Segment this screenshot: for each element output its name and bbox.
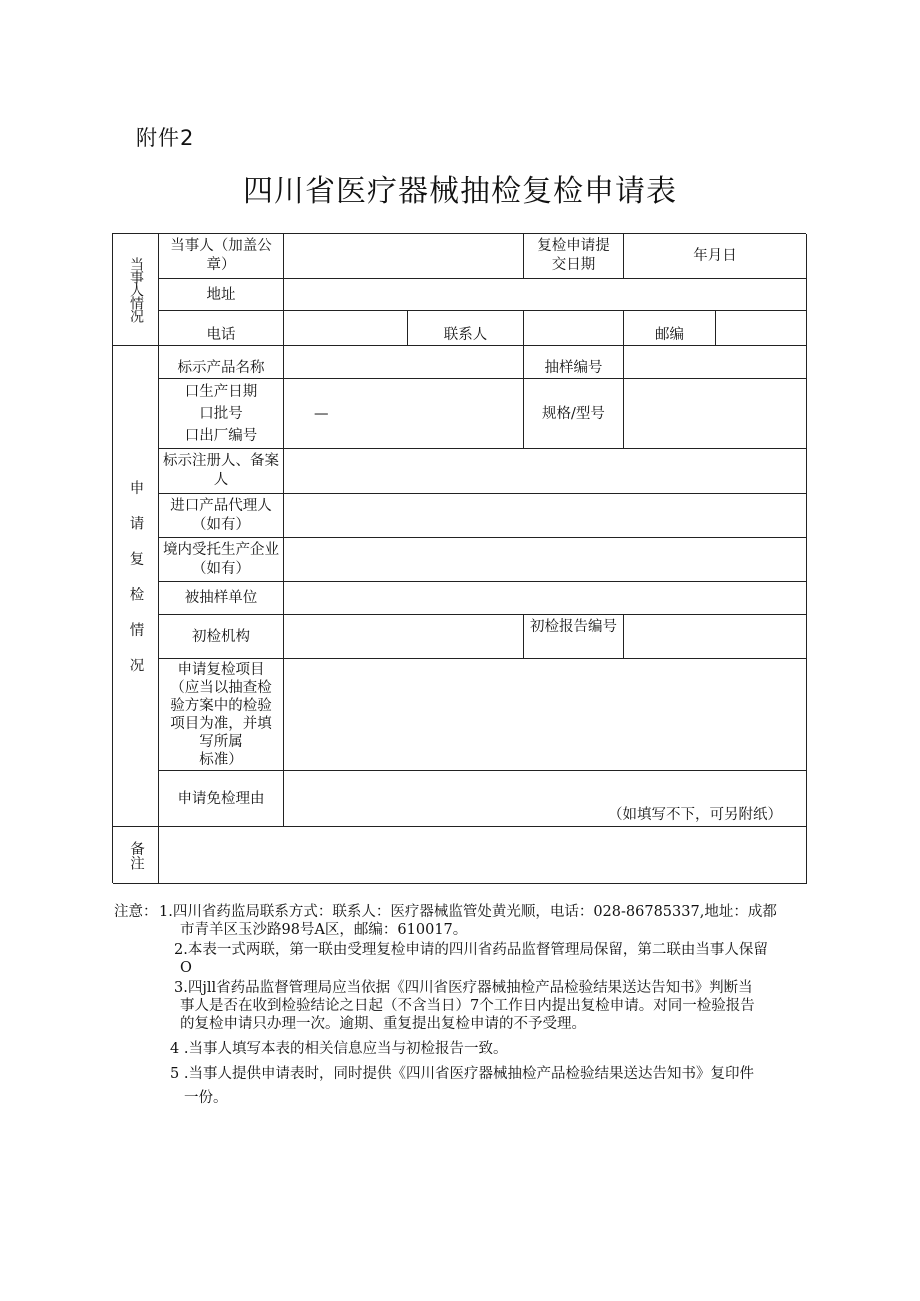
apply-section-label	[113, 346, 159, 827]
form-title: 四川省医疗器械抽检复检申请表	[243, 174, 677, 209]
apply-section-text: 申请复检情况	[127, 479, 144, 693]
sample-no-label: 抽样编号	[544, 360, 603, 376]
exempt-label: 申请免检理由	[177, 790, 265, 807]
registrant-label-cell	[159, 449, 284, 494]
submit-date-label: 复检申请提交日期	[537, 238, 610, 273]
date-value: —	[314, 405, 329, 422]
contact-label-cell	[408, 311, 524, 346]
notes-label: 注意：	[114, 904, 158, 920]
first-report-input[interactable]	[624, 615, 807, 659]
recheck-items-input[interactable]	[284, 659, 807, 771]
contact-label: 联系人	[443, 327, 488, 343]
note-2-line-2: O	[180, 960, 192, 976]
note-5-line-2: 一份。	[184, 1090, 228, 1106]
postcode-label-cell	[624, 311, 716, 346]
first-inst-label-cell	[159, 615, 284, 659]
note-3-line-2: 事人是否在收到检验结论之日起（不含当日）7个工作日内提出复检申请。对同一检验报告	[180, 998, 755, 1014]
note-1-line-2: 市青羊区玉沙路98号A区，邮编：610017。	[180, 922, 468, 938]
agent-label-cell	[159, 494, 284, 538]
application-form-table	[112, 233, 806, 883]
first-inst-input[interactable]	[284, 615, 524, 659]
address-label: 地址	[206, 286, 236, 303]
note-3-line-1: 3.四jll省药品监督管理局应当依据《四川省医疗器械抽检产品检验结果送达告知书》判断当	[174, 980, 753, 996]
exempt-input[interactable]	[284, 771, 807, 827]
submit-date-input[interactable]	[624, 234, 807, 279]
remarks-input[interactable]	[159, 827, 807, 884]
sampled-unit-label-cell	[159, 582, 284, 615]
party-section-text: 当事人情况	[128, 257, 144, 322]
agent-input[interactable]	[284, 494, 807, 538]
note-4: 4 .当事人填写本表的相关信息应当与初检报告一致。	[170, 1041, 508, 1057]
party-name-label-cell	[159, 234, 284, 279]
production-date-option[interactable]: 口生产日期	[184, 383, 258, 400]
postcode-label: 邮编	[655, 327, 684, 343]
exempt-label-cell	[159, 771, 284, 827]
party-section-label	[113, 234, 159, 346]
party-name-input[interactable]	[284, 234, 524, 279]
entrusted-input[interactable]	[284, 538, 807, 582]
spec-label: 规格/型号	[542, 405, 605, 422]
product-name-input[interactable]	[284, 346, 524, 379]
recheck-items-label-2: （应当以抽查检	[170, 679, 272, 696]
product-name-label: 标示产品名称	[177, 360, 265, 376]
submit-date-label-cell	[524, 234, 624, 279]
batch-no-option[interactable]: 口批号	[199, 405, 243, 422]
sampled-unit-label: 被抽样单位	[184, 590, 258, 606]
sample-no-label-cell	[524, 346, 624, 379]
registrant-input[interactable]	[284, 449, 807, 494]
recheck-items-label-4: 项目为准，并填	[170, 715, 272, 732]
date-value-input[interactable]	[284, 379, 524, 449]
remarks-label: 备注	[128, 840, 144, 870]
remarks-label-cell	[113, 827, 159, 884]
sampled-unit-input[interactable]	[284, 582, 807, 615]
factory-no-option[interactable]: 口出厂编号	[184, 427, 258, 444]
recheck-items-label-5: 写所属	[199, 733, 243, 750]
address-label-cell	[159, 279, 284, 311]
sample-no-input[interactable]	[624, 346, 807, 379]
recheck-items-label-1: 申请复检项目	[177, 661, 265, 678]
note-5-line-1: 5 .当事人提供申请表时，同时提供《四川省医疗器械抽检产品检验结果送达告知书》复印件	[170, 1066, 754, 1082]
party-name-label: 当事人（加盖公章）	[170, 238, 272, 273]
phone-label: 电话	[206, 327, 236, 343]
date-options-cell	[159, 379, 284, 449]
first-report-label-cell	[524, 615, 624, 659]
recheck-items-label-6: 标准）	[199, 751, 243, 768]
entrusted-label-cell	[159, 538, 284, 582]
phone-input[interactable]	[284, 311, 408, 346]
address-input[interactable]	[284, 279, 807, 311]
entrusted-label: 境内受托生产企业（如有）	[163, 541, 279, 577]
spec-label-cell	[524, 379, 624, 449]
note-1-line-1: 1.四川省药监局联系方式：联系人：医疗器械监管处黄光顺，电话：028-86785337,地址：成都	[159, 904, 777, 920]
contact-input[interactable]	[524, 311, 624, 346]
registrant-label: 标示注册人、备案人	[163, 453, 279, 488]
postcode-input[interactable]	[716, 311, 807, 346]
exempt-hint: （如填写不下，可另附纸）	[608, 807, 782, 823]
first-inst-label: 初检机构	[192, 628, 250, 645]
first-report-label: 初检报告编号	[530, 619, 617, 635]
note-2-line-1: 2.本表一式两联，第一联由受理复检申请的四川省药品监督管理局保留，第二联由当事人保留	[174, 942, 768, 958]
product-name-label-cell	[159, 346, 284, 379]
recheck-items-label-cell	[159, 659, 284, 771]
spec-input[interactable]	[624, 379, 807, 449]
note-3-line-3: 的复检申请只办理一次。逾期、重复提出复检申请的不予受理。	[180, 1016, 586, 1032]
recheck-items-label-3: 验方案中的检验	[170, 697, 272, 714]
attachment-label: 附件2	[136, 126, 195, 150]
agent-label: 进口产品代理人（如有）	[170, 497, 272, 533]
phone-label-cell	[159, 311, 284, 346]
submit-date-value: 年月日	[693, 248, 737, 264]
